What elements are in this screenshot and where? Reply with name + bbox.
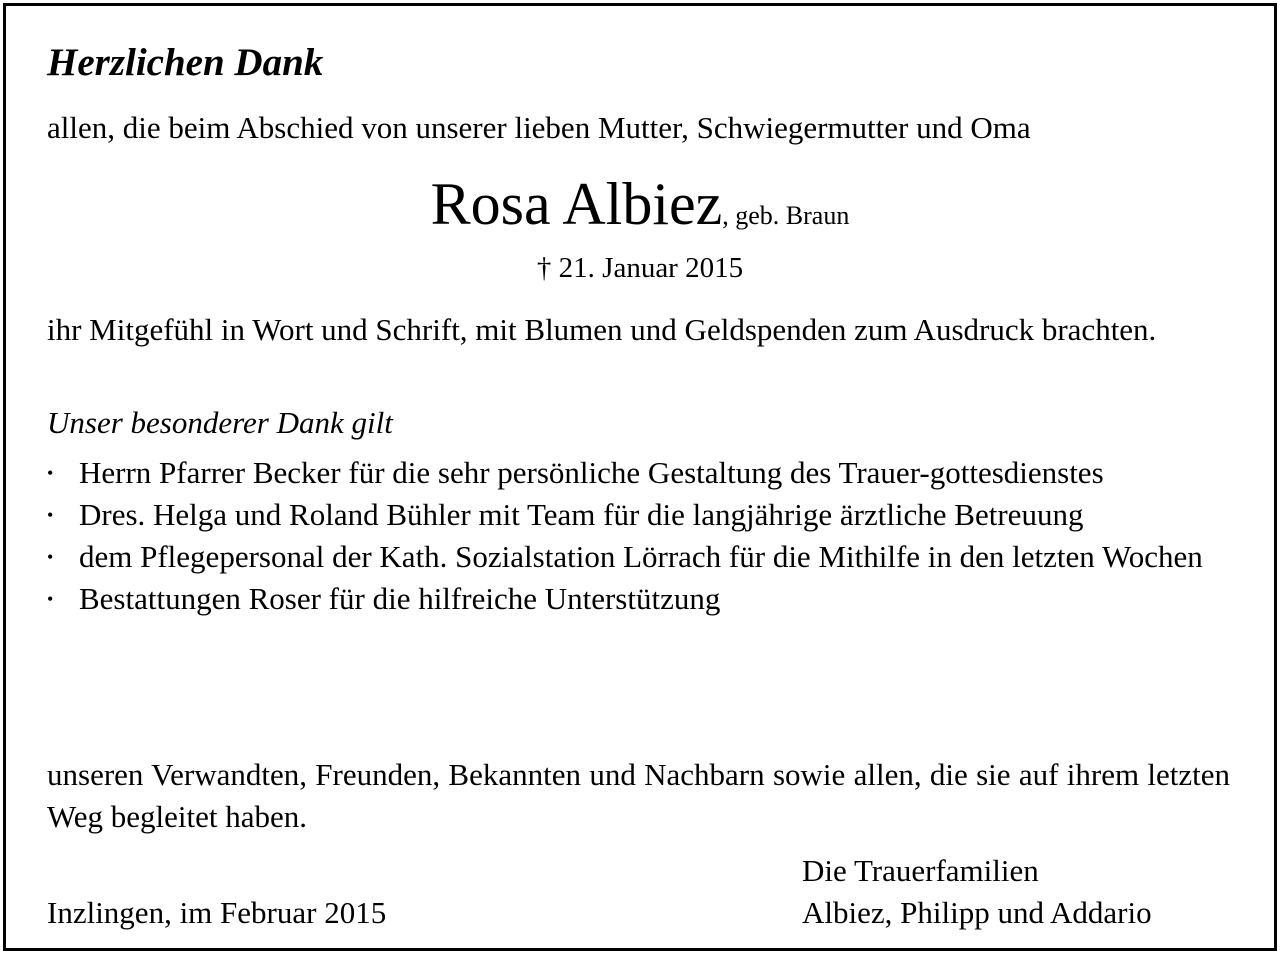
list-item-text: Bestattungen Roser für die hilfreiche Unterstützung: [79, 581, 721, 616]
list-item: [47, 578, 1230, 620]
list-item: [47, 494, 1230, 536]
list-item: [47, 536, 1230, 578]
notice-heading: Herzlichen Dank: [47, 41, 324, 84]
bullet-icon: •: [47, 463, 54, 483]
sympathy-text: ihr Mitgefühl in Wort und Schrift, mit Blumen und Geldspenden zum Ausdruck brachten.: [47, 312, 1157, 347]
signature-families: Albiez, Philipp und Addario: [802, 895, 1152, 930]
list-item-text: dem Pflegepersonal der Kath. Sozialstation Lörrach für die Mithilfe in den letzten Wochen: [79, 539, 1203, 574]
list-item-text: Herrn Pfarrer Becker für die sehr persönliche Gestaltung des Trauer-gottesdienstes: [79, 455, 1104, 490]
death-date: † 21. Januar 2015: [536, 252, 744, 284]
deceased-name: Rosa Albiez: [430, 171, 723, 237]
deceased-name-line: [0, 170, 1280, 239]
place-date: Inzlingen, im Februar 2015: [47, 895, 387, 930]
bullet-icon: •: [47, 589, 54, 609]
signature: [802, 850, 1152, 934]
intro-text: allen, die beim Abschied von unserer lieben Mutter, Schwiegermutter und Oma: [47, 110, 1031, 145]
bullet-icon: •: [47, 547, 54, 567]
thanks-list: [47, 452, 1230, 620]
signature-line: Die Trauerfamilien: [802, 853, 1039, 888]
list-item-text: Dres. Helga und Roland Bühler mit Team für die langjährige ärztliche Betreuung: [79, 497, 1084, 532]
bullet-icon: •: [47, 505, 54, 525]
maiden-name: , geb. Braun: [722, 201, 850, 230]
special-thanks-heading: Unser besonderer Dank gilt: [47, 405, 393, 440]
closing-text: unseren Verwandten, Freunden, Bekannten und Nachbarn sowie allen, die sie auf ihrem letzten Weg begleitet haben.: [47, 757, 1230, 834]
list-item: [47, 452, 1230, 494]
